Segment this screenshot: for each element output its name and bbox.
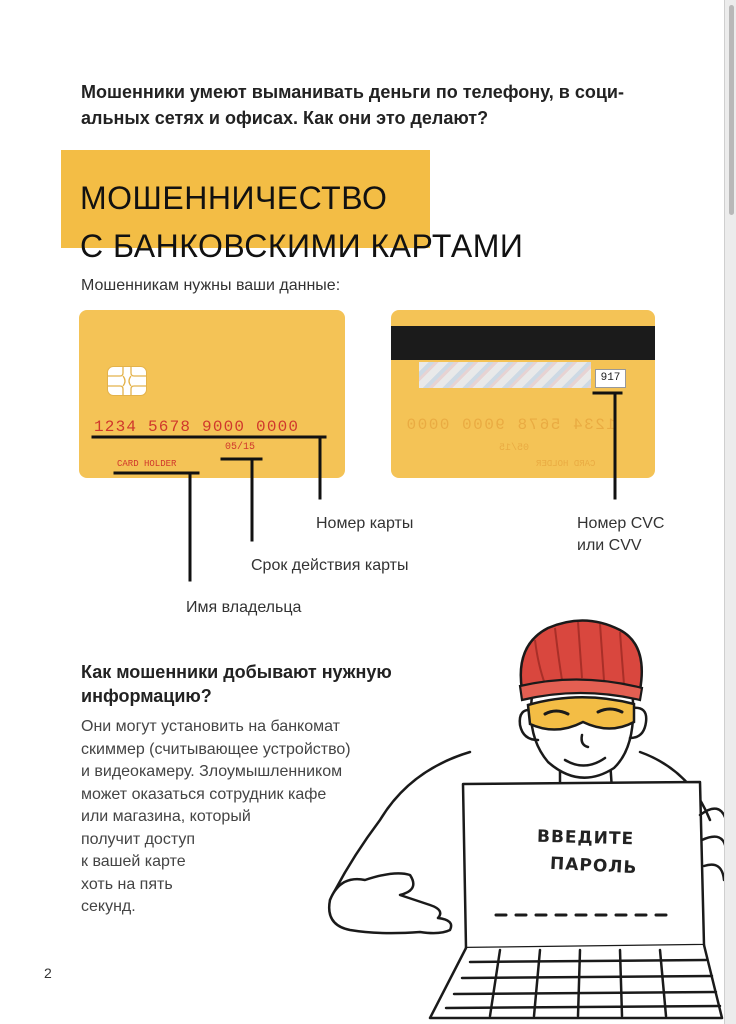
laptop-screen-line-2: ПАРОЛЬ	[549, 853, 638, 879]
body-line: секунд.	[81, 898, 136, 915]
body-line: получит доступ	[81, 830, 195, 848]
intro-line-1: Мошенники умеют выманивать деньги по телефону, в соци-	[81, 82, 624, 102]
cvc-code: 917	[595, 369, 626, 388]
body-line: Они могут установить на банкомат	[81, 718, 340, 735]
body-line: может оказаться сотрудник кафе	[81, 785, 327, 803]
question-title-line-2: информацию?	[81, 686, 212, 706]
intro-line-2: альных сетях и офисах. Как они это делают?	[81, 108, 489, 128]
label-cvc	[577, 513, 664, 557]
laptop-screen-line-1: ВВЕДИТЕ	[536, 826, 635, 850]
body-line: скиммер (считывающее устройство)	[81, 740, 351, 758]
card-number: 1234 5678 9000 0000	[94, 418, 300, 436]
subtitle: Мошенникам нужны ваши данные:	[81, 277, 341, 294]
question-title-line-1: Как мошенники добывают нужную	[81, 662, 392, 682]
label-card-number: Номер карты	[316, 515, 414, 532]
mirrored-card-expiry: 05/15	[499, 443, 530, 454]
body-line: или магазина, который	[81, 808, 251, 825]
scrollbar-thumb[interactable]	[729, 5, 734, 215]
label-expiry: Срок действия карты	[251, 557, 409, 574]
label-holder: Имя владельца	[186, 599, 302, 616]
title-line-2: С БАНКОВСКИМИ КАРТАМИ	[80, 228, 524, 264]
mirrored-card-number: 1234 5678 9000 0000	[405, 416, 616, 434]
title-line-1: МОШЕННИЧЕСТВО	[80, 180, 388, 216]
vertical-scrollbar[interactable]	[727, 0, 736, 1024]
card-expiry: 05/15	[225, 442, 256, 453]
body-line: хоть на пять	[81, 875, 173, 893]
body-line: к вашей карте	[81, 853, 186, 870]
label-cvc-line-1: Номер CVC	[577, 515, 665, 532]
mirrored-card-holder: CARD HOLDER	[536, 459, 596, 469]
body-line: и видеокамеру. Злоумышленником	[81, 763, 343, 780]
card-holder-name: CARD HOLDER	[117, 459, 177, 469]
page-number: 2	[44, 965, 52, 981]
fraudster-illustration	[290, 600, 724, 1024]
label-cvc-line-2: или CVV	[577, 537, 642, 554]
